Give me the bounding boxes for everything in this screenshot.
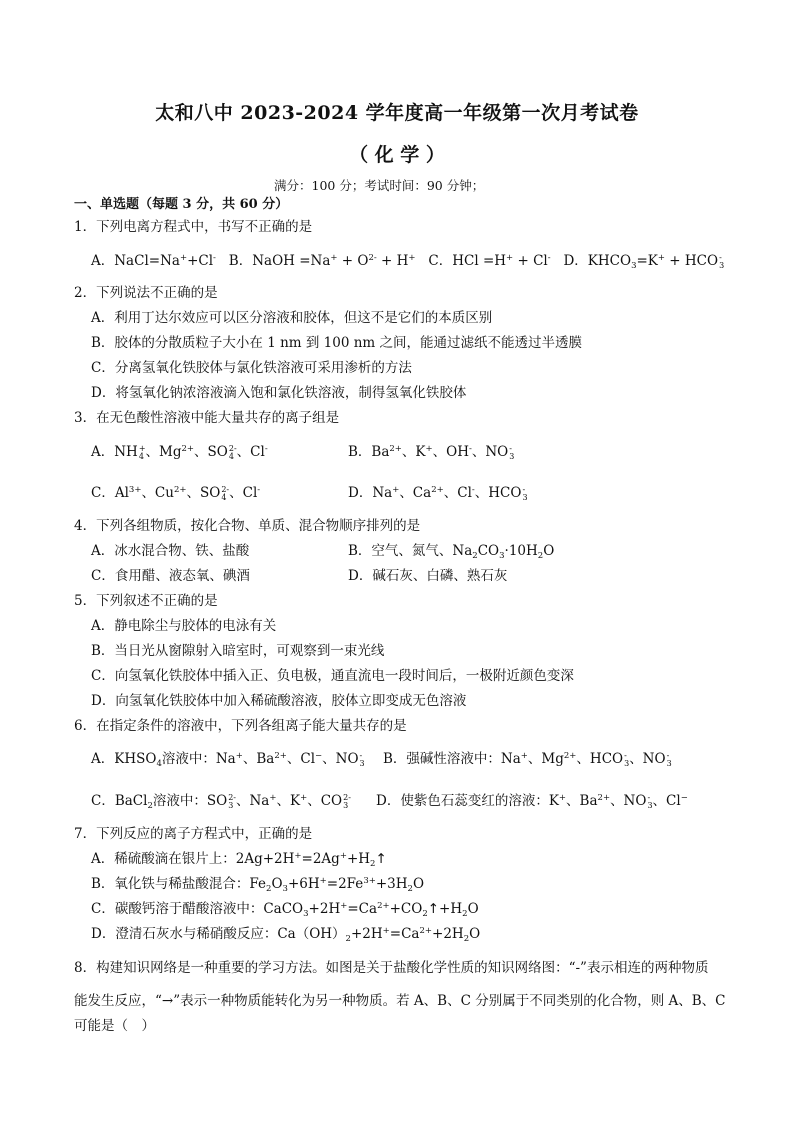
q1-option-d: D．$KHCO_3=K^+$ + HCO - 3 [563, 252, 725, 271]
question-2-stem: 2．下列说法不正确的是 [74, 285, 218, 301]
q1-option-c: C．HCl =H+ + Cl- [428, 253, 551, 269]
q5-option-c: C．向氢氧化铁胶体中插入正、负电极，通直流电一段时间后，一极附近颜色变深 [91, 668, 574, 684]
question-7-stem: 7．下列反应的离子方程式中，正确的是 [74, 826, 313, 842]
q7-option-d: D．澄清石灰水与稀硝酸反应：$Ca(OH)_2+2H^+=Ca^{2+}+2H_2O$ [91, 926, 481, 944]
section-heading: 一、单选题（每题 3 分，共 60 分） [74, 197, 289, 212]
question-5-stem: 5．下列叙述不正确的是 [74, 593, 218, 609]
question-4-stem: 4．下列各组物质，按化合物、单质、混合物顺序排列的是 [74, 518, 421, 534]
q3-option-a: A．NH + 4 、$Mg^{2+}$、SO 2- 4 、Cl- [91, 443, 268, 461]
q3-option-b: B．$Ba^{2+}$、K+、OH-、NO - 3 [348, 443, 515, 461]
q4-option-d: D．碱石灰、白磷、熟石灰 [348, 568, 508, 584]
question-6-stem: 6．在指定条件的溶液中，下列各组离子能大量共存的是 [74, 718, 407, 734]
q2-option-d: D．将氢氧化钠浓溶液滴入饱和氯化铁溶液，制得氢氧化铁胶体 [91, 385, 467, 401]
q3-option-c: C．$Al^{3+}$、$Cu^{2+}$、SO 2- 4 、Cl- [91, 484, 261, 502]
subject-title: （ 化 学 ） [349, 144, 445, 166]
q7-option-a: A．稀硫酸滴在银片上：$2Ag+2H^+=2Ag^++H_2↑$ [91, 851, 387, 869]
q6-option-c: C．BaCl$_2$溶液中：SO 2- 3 、Na+、K+、CO 2- 3 [91, 792, 351, 811]
q2-option-a: A．利用丁达尔效应可以区分溶液和胶体，但这不是它们的本质区别 [91, 310, 493, 326]
q6-option-d: D．使紫色石蕊变红的溶液：K+、$Ba^{2+}$、NO - 3 、Cl− [376, 792, 688, 810]
q2-option-c: C．分离氢氧化铁胶体与氯化铁溶液可采用渗析的方法 [91, 360, 412, 376]
question-8-line-2: 能发生反应，“→”表示一种物质能转化为另一种物质。若 A、B、C 分别属于不同类别的化合物，则 A、B、C [74, 993, 726, 1009]
q4-option-c: C．食用醋、液态氧、碘酒 [91, 568, 250, 584]
question-1-stem: 1．下列电离方程式中，书写不正确的是 [74, 219, 313, 235]
q3-option-d: D．Na+、$Ca^{2+}$、Cl-、HCO - 3 [348, 484, 528, 502]
q5-option-b: B．当日光从窗隙射入暗室时，可观察到一束光线 [91, 643, 385, 659]
question-1-options [91, 252, 724, 270]
q5-option-d: D．向氢氧化铁胶体中加入稀硫酸溶液，胶体立即变成无色溶液 [91, 693, 467, 709]
q7-option-c: C．碳酸钙溶于醋酸溶液中：$CaCO_3+2H^+=Ca^{2+}+CO_2↑+H_2O$ [91, 901, 479, 919]
q5-option-a: A．静电除尘与胶体的电泳有关 [91, 618, 277, 634]
q6-option-b: B．强碱性溶液中：Na+、$Mg^{2+}$、HCO - 3 、NO - 3 [383, 750, 672, 768]
question-8-line-1: 8．构建知识网络是一种重要的学习方法。如图是关于盐酸化学性质的知识网络图：“-”表示相连的两种物质 [74, 960, 709, 976]
q7-option-b: B．氧化铁与稀盐酸混合：$Fe_2O_3+6H^+=2Fe^{3+}+3H_2O$ [91, 876, 425, 894]
q2-option-b: B．胶体的分散质粒子大小在 1 nm 到 100 nm 之间，能通过滤纸不能透过半透膜 [91, 335, 583, 351]
score-info: 满分：100 分；考试时间：90 分钟； [274, 178, 485, 193]
q1-option-b: B．NaOH $=Na^+ + O^{2-} + H^+$ [228, 253, 416, 269]
q4-option-a: A．冰水混合物、铁、盐酸 [91, 543, 250, 559]
question-8-line-3: 可能是（ ） [74, 1018, 155, 1034]
exam-title: 太和八中 2023-2024 学年度高一年级第一次月考试卷 [155, 102, 639, 124]
question-3-stem: 3．在无色酸性溶液中能大量共存的离子组是 [74, 410, 340, 426]
q4-option-b: B．空气、氮气、$Na_2CO_3\cdot 10H_2O$ [348, 543, 555, 561]
q6-option-a: A．$KHSO_4$溶液中：Na+、$Ba^{2+}$、Cl−、NO - 3 [91, 750, 365, 769]
q1-option-a: A．NaCl=Na++Cl- [91, 253, 216, 269]
